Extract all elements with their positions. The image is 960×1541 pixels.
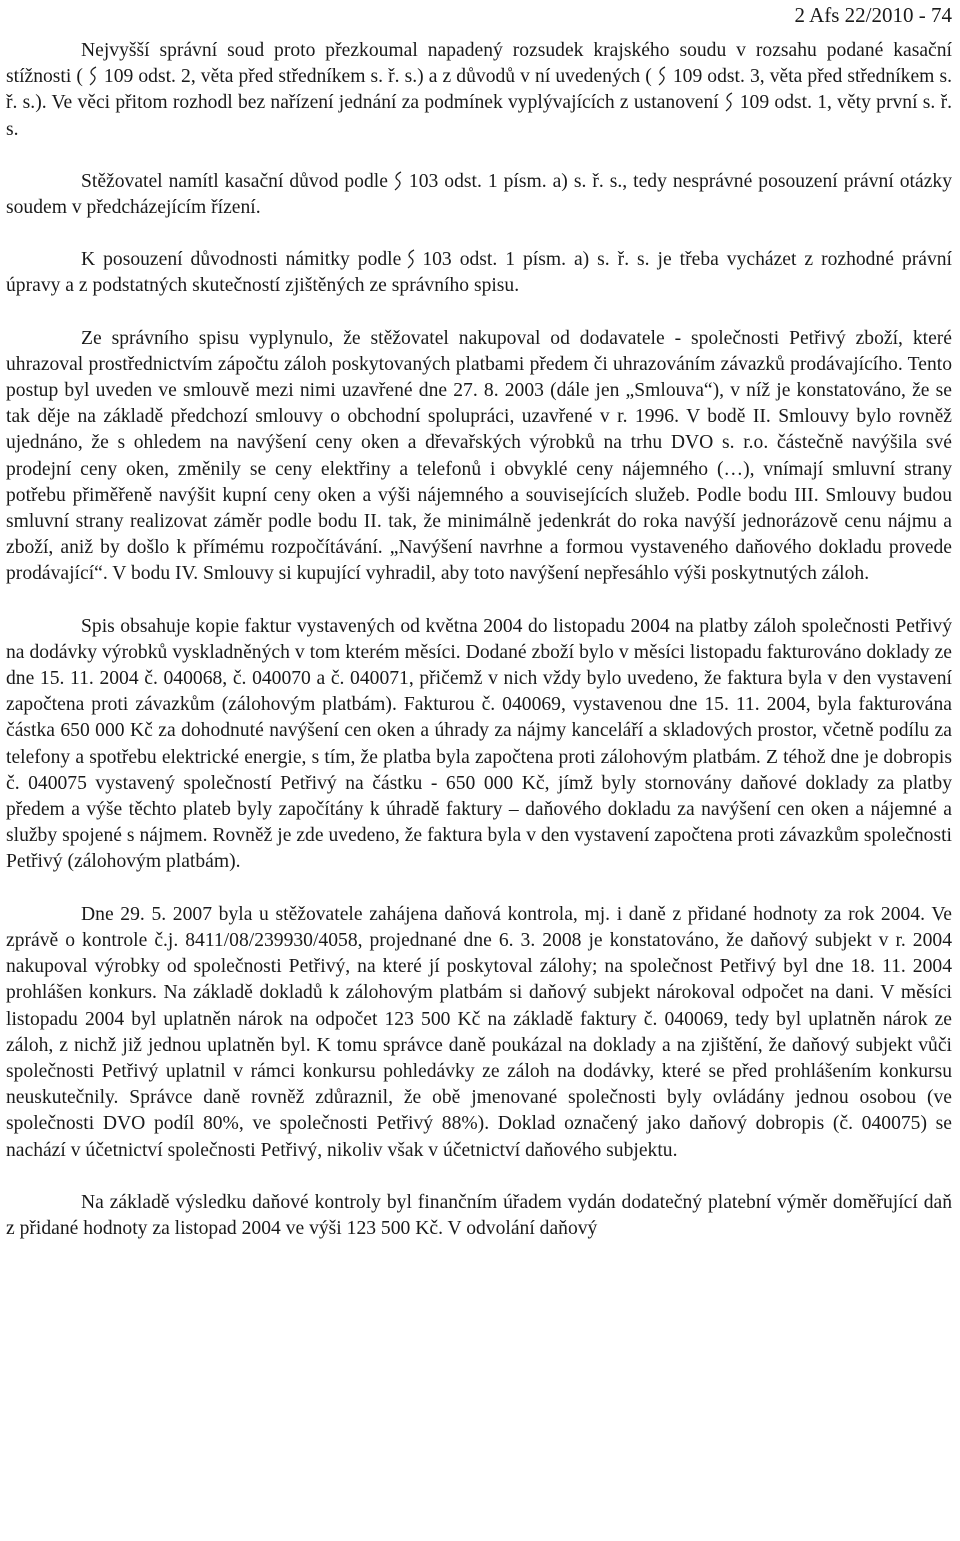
section-sign-icon (724, 92, 734, 112)
text-run: Ze správního spisu vyplynulo, že stěžovatel nakupoval od dodavatele - společnosti Petřivý zboží, které uhrazoval prostřednictvím zápočtu záloh poskytovaných platbami předem či uhrazováním závazků prodávajícího. Tento postup byl uveden ve smlouvě mezi nimi uzavřené dne 27. 8. 2003 (dále jen „Smlouva“), v níž je konstatováno, že se tak děje na základě předchozí smlouvy o obchodní spolupráci, uzavřené v r. 1996. V bodě II. Smlouvy bylo rovněž ujednáno, že s ohledem na navýšení ceny oken a dřevařských výrobků na trhu DVO s. r.o. částečně navýšila své prodejní ceny oken, změnily se ceny elektřiny a telefonů i obvyklé ceny nájemného (…), vnímají smluvní strany potřebu přiměřeně navýšit kupní ceny oken a výši nájemného a souvisejících služeb. Podle bodu III. Smlouvy budou smluvní strany realizovat záměr podle bodu II. tak, že minimálně jedenkrát do roka navýší jednorázově cenu nájmu a zboží, aniž by došlo k přímému rozpočítávání. „Navýšení navrhne a formou vystaveného daňového dokladu provede prodávající“. V bodu IV. Smlouvy si kupující vyhradil, aby toto navýšení nepřesáhlo výši poskytnutých záloh. (6, 327, 952, 585)
paragraph-cassation-ground (6, 169, 952, 221)
text-run: K posouzení důvodnosti námitky podle (81, 249, 402, 271)
text-run: Nejvyšší správní soud proto přezkoumal napadený rozsudek krajského soudu v rozsahu podané kasační stížnosti ( (6, 40, 952, 88)
paragraph-assessment-notice (6, 1190, 952, 1242)
text-run: Dne 29. 5. 2007 byla u stěžovatele zahájena daňová kontrola, mj. i daně z přidané hodnoty za rok 2004. Ve zprávě o kontrole č.j. 8411/08/239930/4058, projednané dne 6. 3. 2008 je konstatováno, že daňový subjekt v r. 2004 nakupoval výrobky od společnosti Petřivý, na které jí poskytoval zálohy; na společnost Petřivý byl dne 18. 11. 2004 prohlášen konkurs. Na základě dokladů k zálohovým platbám si daňový subjekt nárokoval odpočet na dani. V měsíci listopadu 2004 byl uplatněn nárok na odpočet 123 500 Kč na základě faktury č. 040069, tedy byl uplatněn nárok ze záloh, z nichž již jednou uplatněn byl. K tomu správce daně poukázal na doklady a na zjištění, že daňový subjekt vůči společnosti Petřivý uplatnil v rámci konkursu pohledávky ze záloh na dodávky, které se před prohlášením konkursu neuskutečnily. Správce daně rovněž zdůraznil, že obě jmenované společnosti byly ovládány jednou osobou (ve společnosti DVO podíl 80%, ve společnosti Petřivý 88%). Doklad označený jako daňový dobropis (č. 040075) se nachází v účetnictví společnosti Petřivý, nikoliv však v účetnictví daňového subjektu. (6, 903, 952, 1161)
paragraph-scope-of-review (6, 38, 952, 143)
text-run: 109 odst. 2, věta před středníkem s. ř. s.) a z důvodů v ní uvedených ( (103, 66, 652, 88)
text-run: Stěžovatel namítl kasační důvod podle (81, 170, 388, 192)
paragraph-gap (6, 1164, 952, 1190)
section-sign-icon (406, 249, 416, 269)
text-run: 109 odst. 1, věty první s. ř. s. (6, 92, 952, 140)
paragraph-gap (6, 221, 952, 247)
text-run: 103 odst. 1 písm. a) s. ř. s., tedy nesprávné posouzení právní otázky soudem v předcházejícím řízení. (6, 170, 952, 219)
paragraph-gap (6, 588, 952, 614)
paragraph-invoices (6, 614, 952, 876)
paragraph-gap (6, 300, 952, 326)
section-sign-icon (657, 66, 667, 86)
paragraph-tax-audit (6, 902, 952, 1164)
text-run: 109 odst. 3, věta před středníkem s. ř. s.). Ve věci přitom rozhodl bez nařízení jednání za podmínek vyplývajících z ustanovení (6, 66, 952, 114)
paragraph-administrative-file (6, 326, 952, 588)
section-sign-icon (88, 66, 98, 86)
paragraph-gap (6, 876, 952, 902)
paragraph-assessment-basis (6, 247, 952, 299)
section-sign-icon (393, 171, 403, 191)
text-run: Na základě výsledku daňové kontroly byl finančním úřadem vydán dodatečný platební výměr doměřující daň z přidané hodnoty za listopad 2004 ve výši 123 500 Kč. V odvolání daňový (6, 1191, 952, 1239)
text-run: Spis obsahuje kopie faktur vystavených od května 2004 do listopadu 2004 na platby záloh společnosti Petřivý na dodávky výrobků vyskladněných v tom kterém měsíci. Dodané zboží bylo v měsíci listopadu fakturováno doklady ze dne 15. 11. 2004 č. 040068, č. 040070 a č. 040071, přičemž v nich vždy bylo uvedeno, že faktura byla v den vystavení započtena proti závazkům (zálohovým platbám). Fakturou č. 040069, vystavenou dne 15. 11. 2004, byla fakturována částka 650 000 Kč za dohodnuté navýšení cen oken a úhrady za nájmy kanceláří a skladových prostor, včetně podílu za telefony a spotřebu elektrické energie, s tím, že platba byla započtena proti zálohovým platbám. Z téhož dne je dobropis č. 040075 vystavený společností Petřivý na částku - 650 000 Kč, jímž byly stornovány daňové doklady za platby předem a výše těchto plateb byly započítány k úhradě faktury – daňového dokladu za navýšení cen oken a nájemné a služby spojené s nájmem. Rovněž je zde uvedeno, že faktura byla v den vystavení započtena proti závazkům společnosti Petřivý (zálohovým platbám). (6, 615, 952, 873)
document-body (6, 38, 952, 1242)
paragraph-gap (6, 143, 952, 169)
text-run: 103 odst. 1 písm. a) s. ř. s. je třeba vycházet z rozhodné právní úpravy a z podstatných skutečností zjištěných ze správního spisu. (6, 249, 952, 297)
case-number-header: 2 Afs 22/2010 - 74 (794, 3, 952, 27)
